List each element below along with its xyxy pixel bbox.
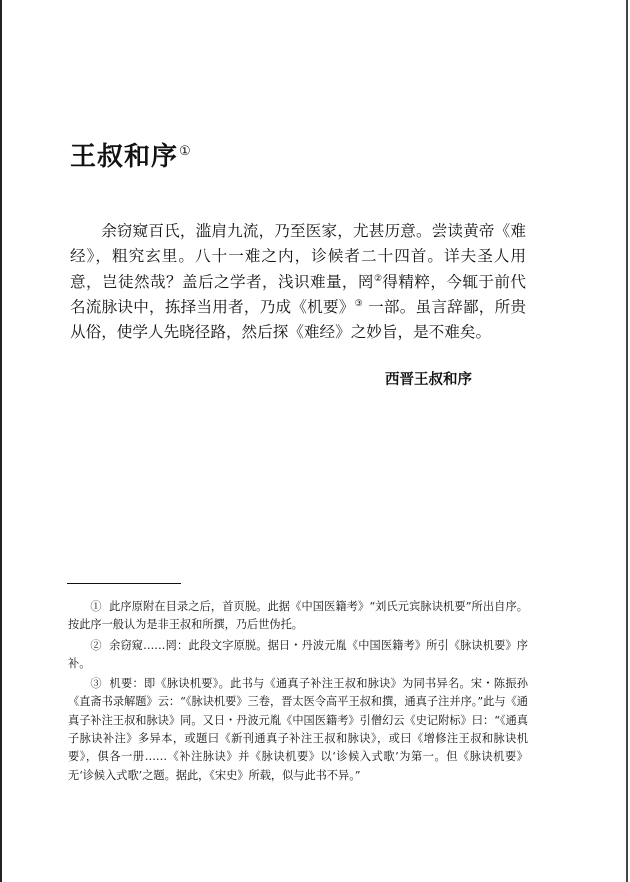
- footnote-1: [68, 598, 528, 635]
- title-footnote-marker: ①: [179, 144, 192, 160]
- page-title: [70, 136, 192, 173]
- footnote-text: 机要：即《脉诀机要》。此书与《通真子补注王叔和脉诀》为同书异名。宋・陈振孙《直斋书录解题》云：“《脉诀机要》三卷，晋太医令高平王叔和撰，通真子注并序。”此与《通真子补注王叔和脉诀》同。又日・丹波元胤《中国医籍考》引僧幻云《史记附标》曰：“《通真子脉诀补注》多异本，或题曰《新刊通真子补注王叔和脉诀》，或曰《增修注王叔和脉诀机要》，俱各一册……《补注脉诀》并《脉诀机要》以‘诊候入式歌’为第一。但《脉诀机要》无‘诊候入式歌’之题。据此，《宋史》所载，似与此书不异。”: [68, 677, 528, 782]
- footnote-marker-3: ③: [354, 298, 363, 309]
- body-part-1: 余窃窥百氏，滥肩九流，乃至医家，尤甚历意。尝读黄帝《难经》，粗究玄里。八十一难之内，诊候者二十四首。详夫圣人用意，岂徒然哉？盖后之学者，浅识难量，罔: [70, 222, 526, 291]
- footnote-marker: ②: [90, 638, 102, 652]
- footnote-text: 此序原附在目录之后，首页脱。此据《中国医籍考》“刘氏元宾脉诀机要”所出自序。按此序一般认为是非王叔和所撰，乃后世伪托。: [68, 600, 528, 632]
- body-part-3: 一部。虽言辞鄙，所贵从俗，使学人先晓径路，然后探《难经》之妙旨，是不难矣。: [70, 297, 526, 342]
- title-text: 王叔和序: [70, 142, 179, 172]
- page-edge-right: [626, 0, 628, 882]
- footnote-text: 余窃窥……罔：此段文字原脱。据日・丹波元胤《中国医籍考》所引《脉诀机要》序补。: [68, 638, 528, 670]
- footnote-2: [68, 637, 528, 674]
- footnote-marker: ①: [90, 600, 102, 613]
- footnote-divider: [67, 583, 181, 584]
- footnote-3: [68, 675, 528, 785]
- footnote-marker: ③: [90, 677, 102, 691]
- footnote-marker-2: ②: [373, 273, 383, 284]
- signature: 西晋王叔和序: [385, 372, 472, 388]
- page-edge-left: [0, 0, 2, 882]
- preface-body: [70, 219, 526, 345]
- body-part-2: 得精粹，今辄于前代名流脉诀中，拣择当用者，乃成《机要》: [70, 272, 526, 316]
- footnotes: [68, 598, 528, 787]
